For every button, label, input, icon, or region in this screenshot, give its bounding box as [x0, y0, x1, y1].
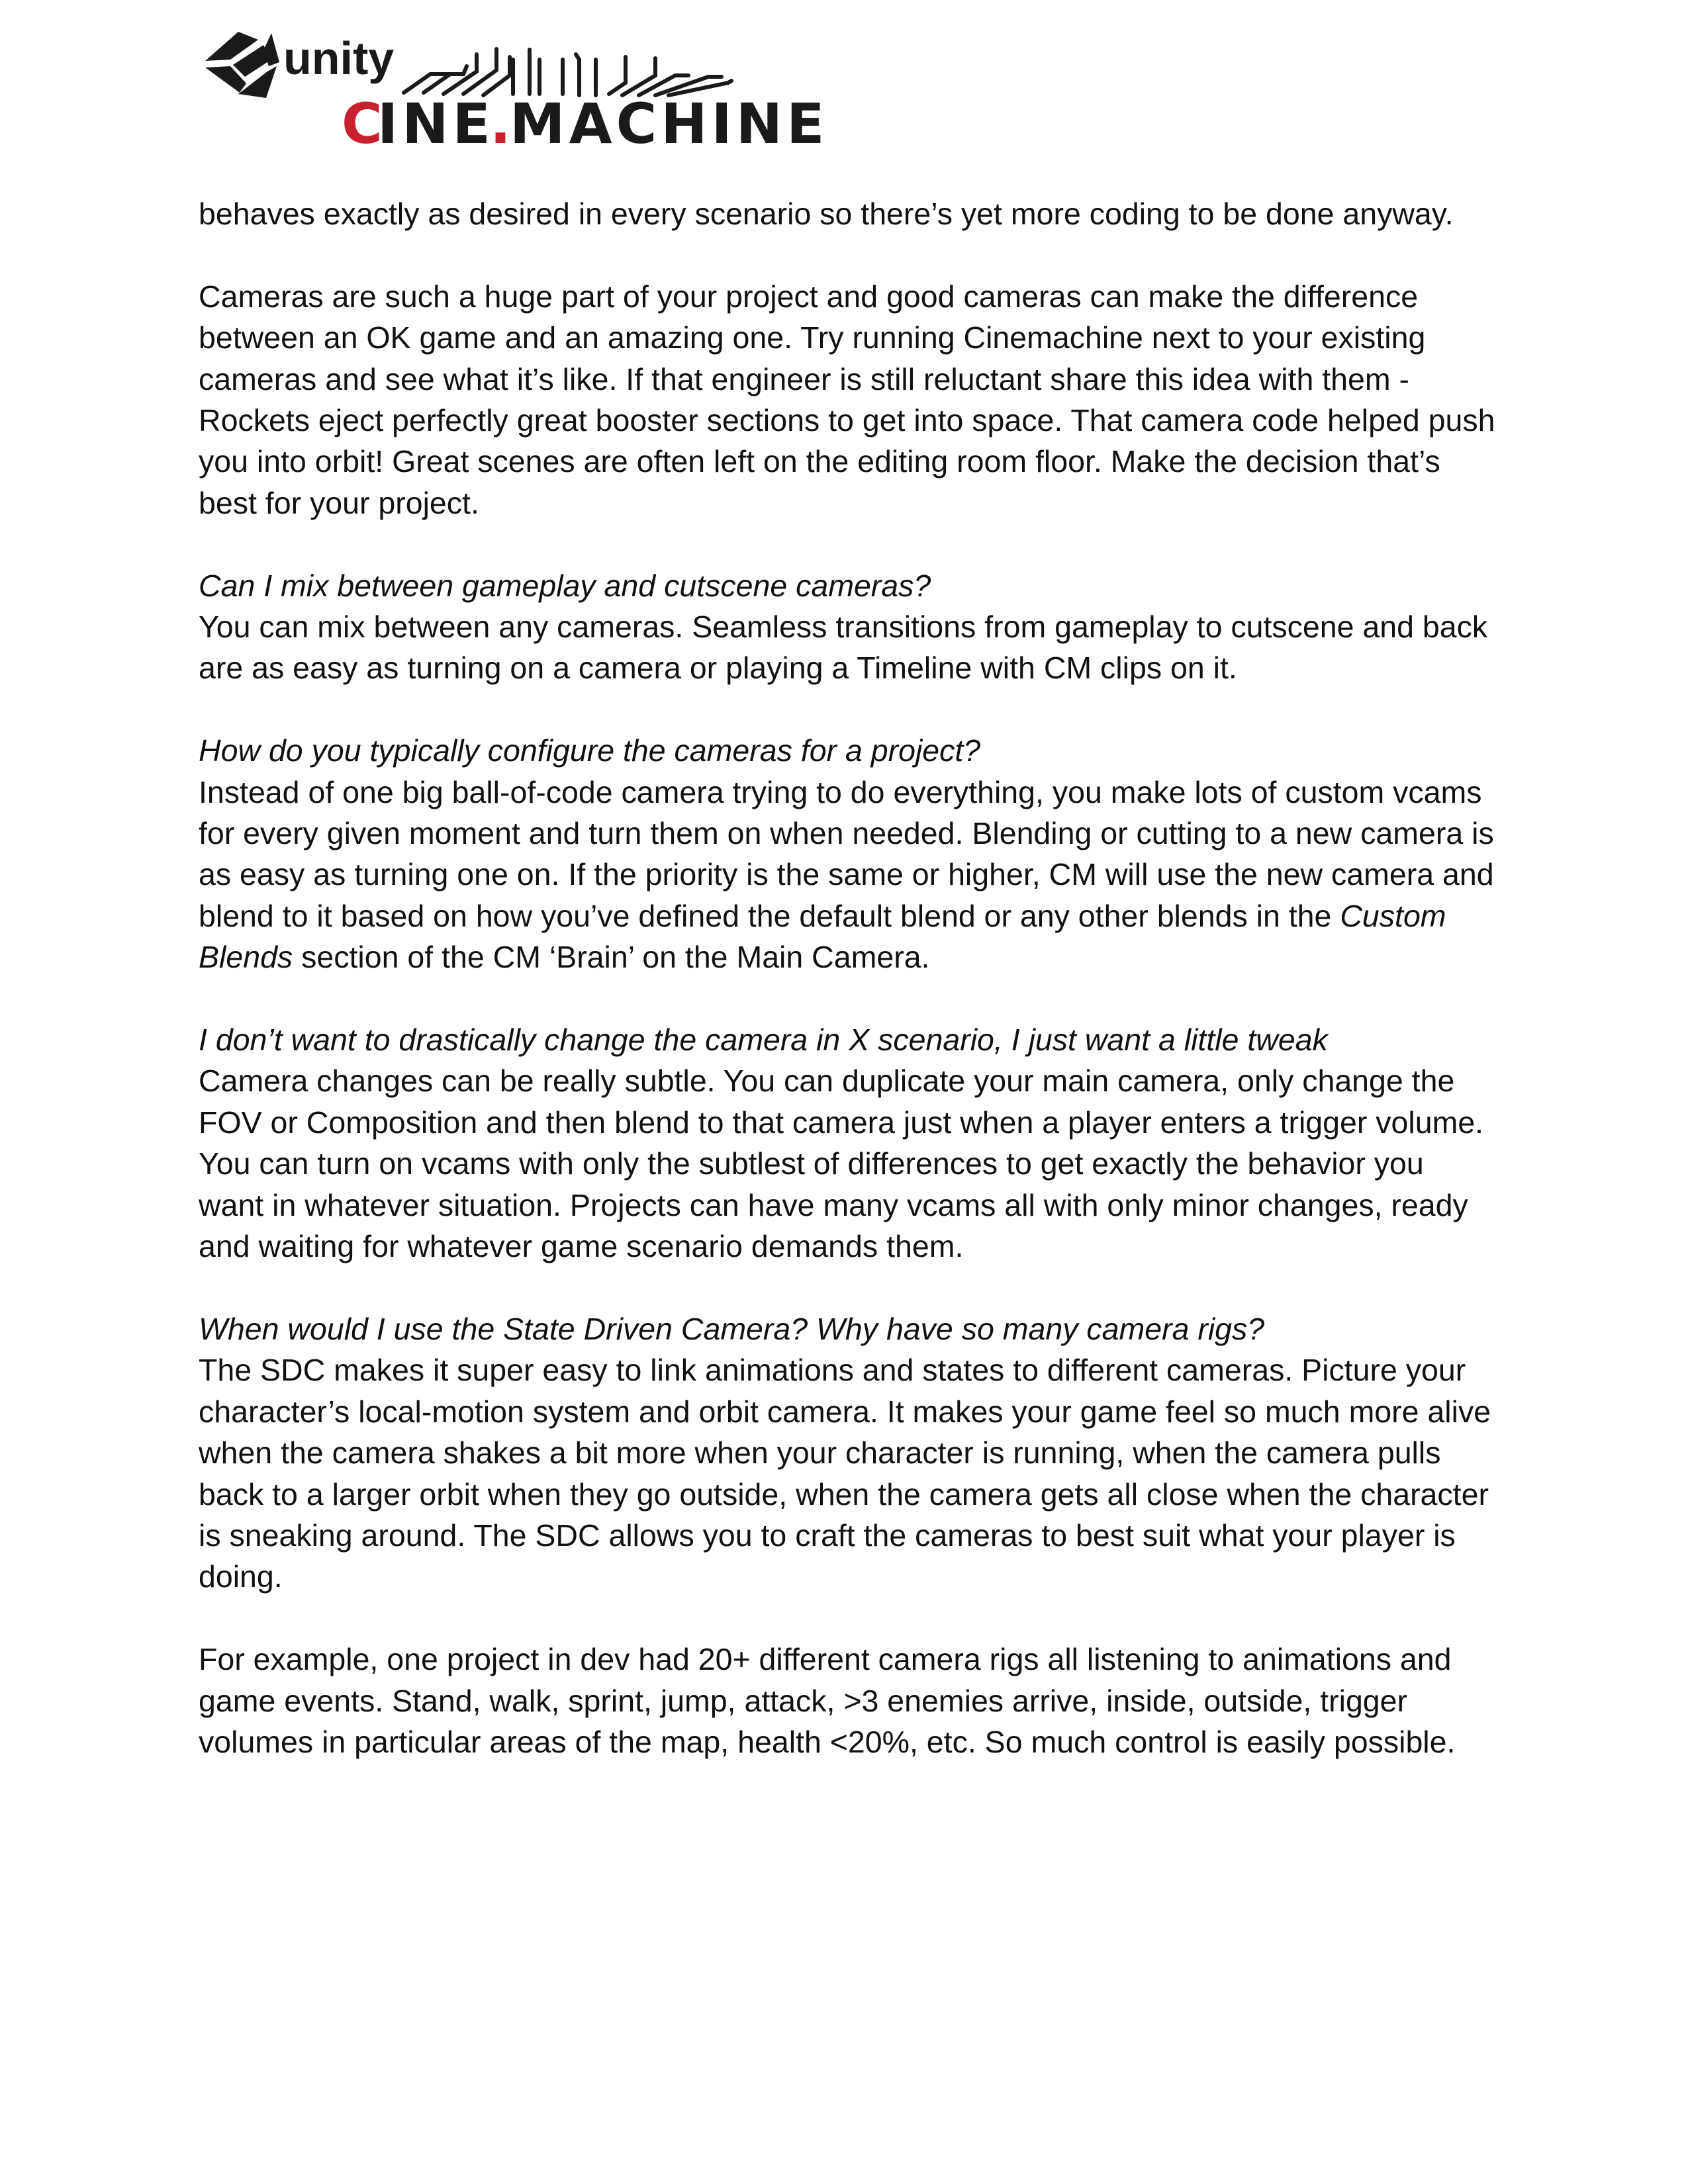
faq-question: Can I mix between gameplay and cutscene cameras? [199, 568, 931, 603]
faq-mix-cameras [199, 565, 1496, 689]
film-lines-decoration [404, 49, 731, 95]
paragraph-cameras-importance: Cameras are such a huge part of your project and good cameras can make the difference between an OK game and an amazing one. Try running Cinemachine next to your existing cameras and see what it’s like. If that engineer is still reluctant share this idea with them - Rockets eject perfectly great booster sections to get into space. That camera code helped push you into orbit! Great scenes are often left on the editing room floor. Make the decision that’s best for your project. [199, 279, 1495, 520]
faq-answer-part: Instead of one big ball-of-code camera trying to do everything, you make lots of custom vcams for every given moment and turn them on when needed. Blending or cutting to a new camera is as easy as turning one on. If the priority is the same or higher, CM will use the new camera and blend to it based on how you’ve defined the default blend or any other blends in the [199, 774, 1494, 933]
unity-cinemachine-logo [199, 20, 829, 156]
unity-wordmark: unity [283, 32, 395, 84]
faq-question: How do you typically configure the cameras for a project? [199, 733, 981, 768]
faq-question: I don’t want to drastically change the camera in X scenario, I just want a little tweak [199, 1023, 1328, 1058]
cinemachine-dot: . [490, 91, 511, 156]
faq-answer: The SDC makes it super easy to link animations and states to different cameras. Picture your character’s local-motion system and orbit camera. It makes your game feel so much more alive when the camera shakes a bit more when your character is running, when the camera pulls back to a larger orbit when they go outside, when the camera gets all close when the character is sneaking around. The SDC allows you to craft the cameras to best suit what your player is doing. [199, 1353, 1491, 1594]
faq-state-driven-camera [199, 1308, 1496, 1598]
document-body [199, 193, 1496, 1804]
cinemachine-ine: INE [377, 91, 494, 156]
cinemachine-machine: MACHINE [510, 91, 829, 156]
faq-answer: Camera changes can be really subtle. You can duplicate your main camera, only change the FOV or Composition and then blend to that camera just when a player enters a trigger volume. You can turn on vcams with only the subtlest of differences to get exactly the behavior you want in whatever situation. Projects can have many vcams all with only minor changes, ready and waiting for whatever game scenario demands them. [199, 1064, 1484, 1264]
faq-little-tweak [199, 1019, 1496, 1267]
paragraph-example: For example, one project in dev had 20+ different camera rigs all listening to animations and game events. Stand, walk, sprint, jump, attack, >3 enemies arrive, inside, outside, trigger volumes in particular areas of the map, health <20%, etc. So much control is easily possible. [199, 1642, 1456, 1759]
faq-configure-cameras [199, 730, 1496, 978]
faq-answer: You can mix between any cameras. Seamless transitions from gameplay to cutscene and back are as easy as turning on a camera or playing a Timeline with CM clips on it. [199, 610, 1488, 686]
cinemachine-first-letter: C [342, 91, 383, 156]
paragraph-intro-continuation: behaves exactly as desired in every scenario so there’s yet more coding to be done anyway. [199, 197, 1454, 231]
faq-question: When would I use the State Driven Camera? Why have so many camera rigs? [199, 1311, 1265, 1346]
faq-answer-emphasis: Custom Blends [199, 898, 1446, 975]
faq-answer-part: section of the CM ‘Brain’ on the Main Camera. [293, 940, 930, 975]
unity-cube-icon [205, 32, 279, 98]
